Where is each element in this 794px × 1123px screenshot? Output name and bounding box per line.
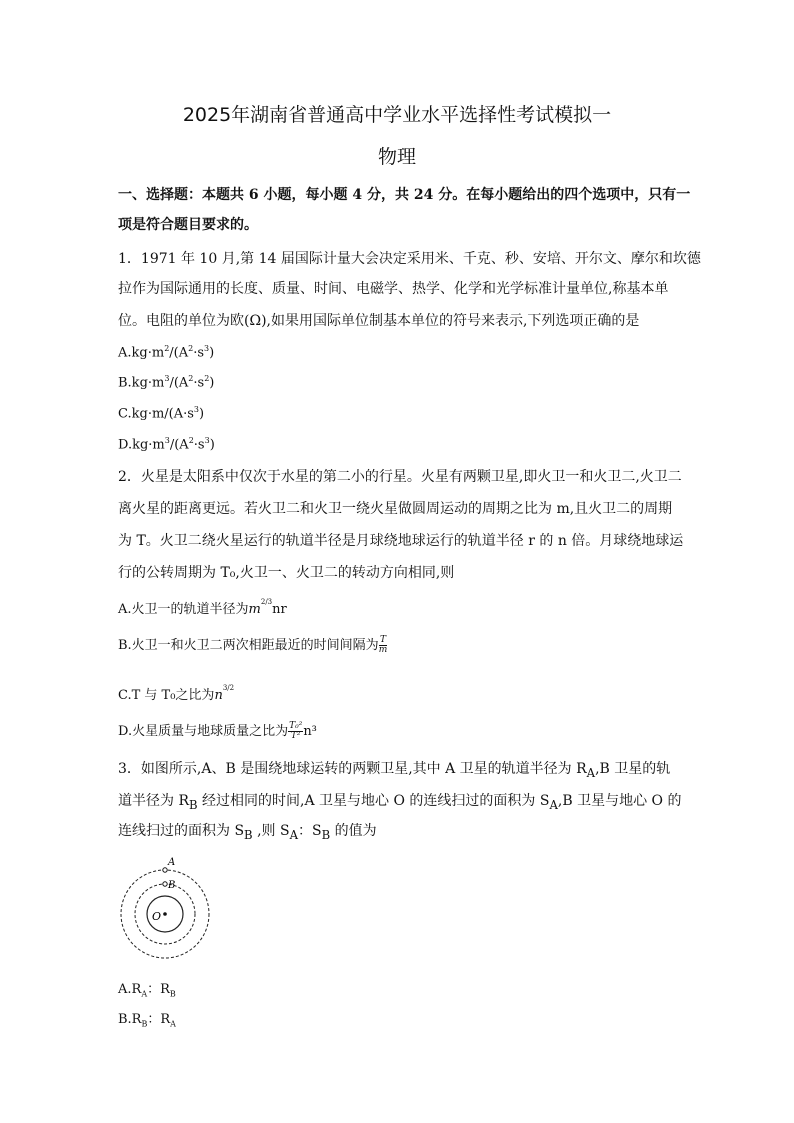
q1-option-b: $B.kg\cdot m^3/(A^2\cdot s^2)$ xyxy=(118,374,215,391)
q2-stem-line-2: 离火星的距离更远。若火卫二和火卫一绕火星做圆周运动的周期之比为 m,且火卫二的周期 xyxy=(118,501,673,517)
q2-option-a: A.火卫一的轨道半径为$m^{2/3}nr$ xyxy=(118,597,287,617)
q1-stem-line-3: 位。电阻的单位为欧(Ω),如果用国际单位制基本单位的符号来表示,下列选项正确的是 xyxy=(118,313,640,329)
q1-option-a: $A.kg\cdot m^2/(A^2\cdot s^3)$ xyxy=(118,344,215,361)
label-a: A xyxy=(168,857,176,868)
section-instructions-line-2: 项是符合题目要求的。 xyxy=(118,217,258,233)
subject-title: 物理 xyxy=(377,146,416,168)
orbit-diagram xyxy=(118,850,213,960)
section-instructions-line-1: 一、选择题：本题共 6 小题，每小题 4 分，共 24 分。在每小题给出的四个选项中，只有一 xyxy=(118,187,691,203)
q1-option-c: $C.kg\cdot m/(A\cdot s^3)$ xyxy=(118,405,205,422)
q3-stem-line-1: 3．如图所示,A、B 是围绕地球运转的两颗卫星,其中 A 卫星的轨道半径为 $R_A,B$ 卫星的轨 xyxy=(118,761,671,780)
exam-title: 2025年湖南省普通高中学业水平选择性考试模拟一 xyxy=(182,104,612,126)
q3-stem-line-3: 连线扫过的面积为 $S_B$ ,则 $S_A$：$S_B$ 的值为 xyxy=(118,823,377,842)
label-b: B xyxy=(168,880,176,891)
q2-stem-line-3: 为 T。火卫二绕火星运行的轨道半径是月球绕地球运行的轨道半径 r 的 n 倍。月球绕地球运 xyxy=(118,533,684,549)
q3-option-b: $B.R_B$：$R_A$ xyxy=(118,1012,176,1029)
label-o: O xyxy=(152,910,162,923)
q1-option-d: $D.kg\cdot m^3/(A^2\cdot s^3)$ xyxy=(118,436,215,453)
q2-stem-line-1: 2．火星是太阳系中仅次于水星的第二小的行星。火星有两颗卫星,即火卫一和火卫二,火卫二 xyxy=(118,469,682,485)
q1-stem-line-2: 拉作为国际通用的长度、质量、时间、电磁学、热学、化学和光学标准计量单位,称基本单 xyxy=(118,281,669,297)
satellite-b-dot xyxy=(163,882,167,886)
q2-option-c: C.T 与 T₀之比为$n^{3/2}$ xyxy=(118,683,235,703)
q3-stem-line-2: 道半径为 $R_B$ 经过相同的时间,A 卫星与地心 O 的连线扫过的面积为 $S_A,B$ 卫星与地心 O 的 xyxy=(118,793,682,812)
q2-option-d: D.火星质量与地球质量之比为 $\frac{\text{T₀²}}{\text{T²}}$ n³ xyxy=(118,721,317,741)
q2-stem-line-4: 行的公转周期为 T₀,火卫一、火卫二的转动方向相同,则 xyxy=(118,565,455,581)
q2-option-b: B.火卫一和火卫二两次相距最近的时间间隔为 $\frac{T}{m}$ xyxy=(118,635,388,655)
satellite-a-dot xyxy=(163,868,167,872)
q1-stem-line-1: 1．1971 年 10 月,第 14 届国际计量大会决定采用米、千克、秒、安培、开尔文、摩尔和坎德 xyxy=(118,251,701,267)
q3-option-a: $A.R_A$：$R_B$ xyxy=(118,982,176,999)
earth-center-dot xyxy=(163,912,167,916)
